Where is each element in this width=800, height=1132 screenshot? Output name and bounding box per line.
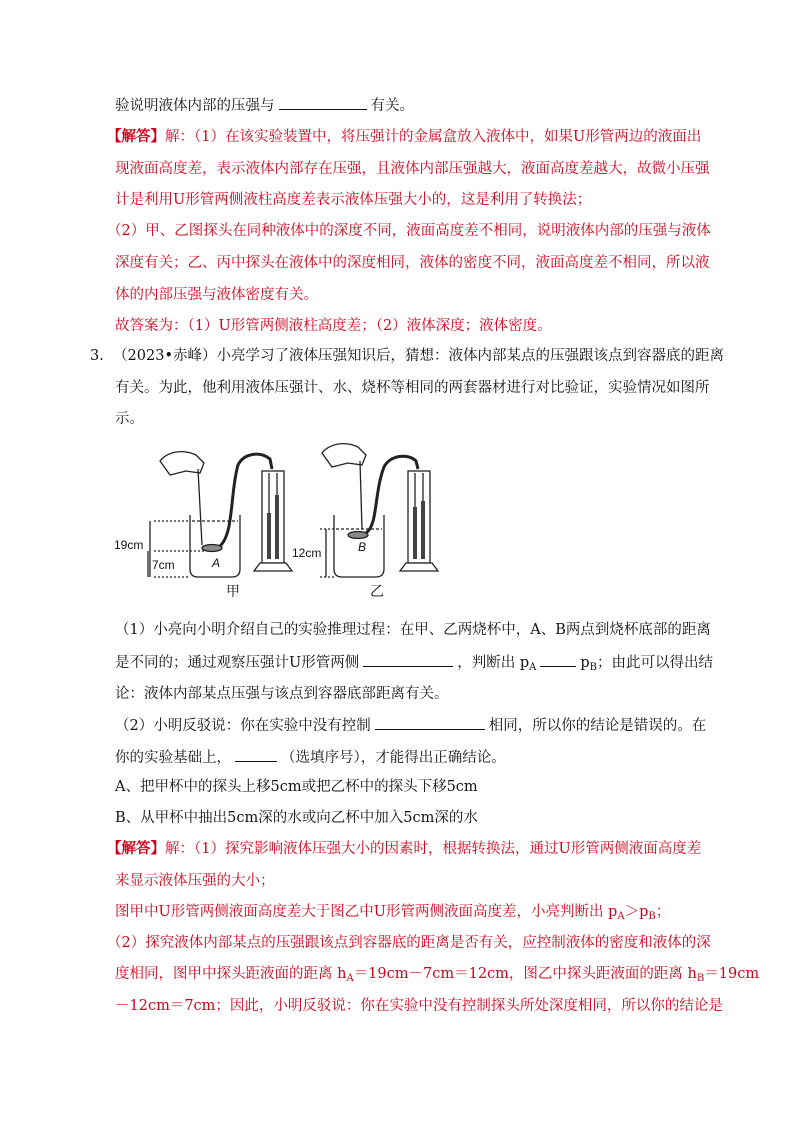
- point-b-label: B: [358, 540, 367, 554]
- right-probe: [348, 532, 368, 539]
- part1-text-c: ；由此可以得出结: [597, 655, 714, 671]
- q3-answer-line-3: [115, 902, 670, 922]
- q3-part2-line-1: [115, 715, 706, 736]
- q3-answer-line-1: [107, 839, 701, 859]
- answer-text: 度相同，图甲中探头距液面的距离: [115, 966, 333, 982]
- left-hand-icon: [160, 452, 204, 475]
- answer-blank[interactable]: [235, 747, 277, 762]
- left-manometer-base: [254, 563, 292, 571]
- q2-tail-prefix: 验说明液体内部的压强与: [115, 98, 275, 114]
- q3-part1-line-3: 论：液体内部某点压强与该点到容器底部距离有关。: [115, 686, 449, 702]
- q2-final-answer: 故答案为：（1）U形管两侧液柱高度差；（2）液体深度；液体密度。: [115, 318, 552, 334]
- option-b: B、从甲杯中抽出5cm深的水或向乙杯中加入5cm深的水: [115, 810, 478, 826]
- answer-tag: 【解答】: [107, 840, 165, 857]
- pressure-symbol: p: [639, 904, 649, 920]
- subscript-a: A: [529, 662, 537, 673]
- q2-answer-line-1: [107, 127, 701, 147]
- experiment-figure: [112, 433, 462, 603]
- label-12cm: 12cm: [292, 546, 322, 560]
- label-7cm: 7cm: [152, 558, 175, 572]
- left-probe: [202, 545, 222, 552]
- q3-part1-line-1: （1）小亮向小明介绍自己的实验推理过程：在甲、乙两烧杯中，A、B两点到烧杯底部的距离: [115, 622, 711, 638]
- option-a: A、把甲杯中的探头上移5cm或把乙杯中的探头下移5cm: [115, 779, 478, 795]
- right-hand-icon: [322, 444, 366, 467]
- subscript-b: B: [589, 662, 598, 673]
- answer-blank[interactable]: [279, 95, 367, 110]
- q3-part2-line-2: [115, 747, 506, 768]
- answer-blank[interactable]: [375, 715, 485, 730]
- pressure-symbol: p: [608, 904, 618, 920]
- q3-answer-line-2: 来显示液体压强的大小；: [115, 873, 275, 889]
- q3-stem-text: （2023•赤峰）小亮学习了液体压强知识后，猜想：液体内部某点的压强跟该点到容器底的距离: [113, 348, 725, 364]
- q2-answer-line-4: （2）甲、乙图探头在同种液体中的深度不同，液面高度差不相同，说明液体内部的压强与液体: [107, 223, 711, 239]
- q2-answer-line-5: 深度有关；乙、丙中探头在液体中的深度相同，液体的密度不同，液面高度差不相同，所以液: [115, 255, 710, 271]
- part2-text-c: 你的实验基础上，: [115, 750, 231, 766]
- caption-left: 甲: [226, 583, 240, 599]
- q2-answer-line-2: 现液面高度差，表示液体内部存在压强，且液体内部压强越大，液面高度差越大，故微小压强: [115, 161, 710, 177]
- left-manometer-frame: [262, 471, 284, 563]
- answer-blank[interactable]: [363, 652, 453, 667]
- q2-tail-line: [115, 95, 414, 116]
- answer-blank[interactable]: [540, 652, 576, 667]
- q3-answer-line-4: （2）探究液体内部某点的压强跟该点到容器底的距离是否有关，应控制液体的密度和液体的深: [107, 935, 711, 951]
- height-symbol: h: [337, 966, 347, 982]
- label-19cm: 19cm: [114, 538, 144, 552]
- part2-text-b: 相同，所以你的结论是错误的。在: [488, 718, 707, 734]
- answer-text: ＝19cm: [704, 966, 760, 982]
- pressure-symbol: p: [580, 655, 590, 671]
- answer-text: ＝19cm－7cm＝12cm，图乙中探头距液面的距离: [353, 966, 683, 982]
- question-number: 3.: [90, 348, 104, 364]
- answer-text: 解：（1）探究影响液体压强大小的因素时，根据转换法，通过U形管两侧液面高度差: [165, 841, 702, 857]
- answer-text: 图甲中U形管两侧液面高度差大于图乙中U形管两侧液面高度差，小亮判断出: [115, 904, 604, 920]
- semicolon: ；: [655, 904, 671, 920]
- answer-text: 解：（1）在该实验装置中，将压强计的金属盒放入液体中，如果U形管两边的液面出: [165, 129, 702, 145]
- subscript-a: A: [346, 973, 354, 984]
- point-a-label: A: [212, 556, 221, 570]
- q2-answer-line-3: 计是利用U形管两侧液柱高度差表示液体压强大小的，这是利用了转换法；: [115, 192, 592, 208]
- answer-tag: 【解答】: [107, 128, 165, 145]
- caption-right: 乙: [370, 583, 384, 599]
- subscript-b: B: [696, 973, 705, 984]
- height-symbol: h: [687, 966, 697, 982]
- q2-answer-line-6: 体的内部压强与液体密度有关。: [115, 287, 318, 303]
- subscript-b: B: [648, 911, 656, 922]
- q3-answer-line-6: －12cm＝7cm；因此，小明反驳说：你在实验中没有控制探头所处深度相同，所以你的结论是: [115, 998, 723, 1014]
- part2-text-a: （2）小明反驳说：你在实验中没有控制: [115, 718, 371, 734]
- q3-stem-line-1: [90, 346, 724, 366]
- q3-stem-line-2: 有关。为此，他利用液体压强计、水、烧杯等相同的两套器材进行对比验证，实验情况如图所: [115, 380, 710, 396]
- right-manometer-base: [400, 563, 438, 571]
- greater-than-sign: ＞: [624, 904, 640, 920]
- subscript-a: A: [617, 911, 625, 922]
- q3-answer-line-5: [115, 964, 759, 984]
- q2-tail-suffix: 有关。: [370, 98, 414, 114]
- pressure-symbol: p: [519, 655, 530, 671]
- part1-text-a: 是不同的；通过观察压强计U形管两侧: [115, 655, 360, 671]
- q3-part1-line-2: [115, 652, 713, 673]
- q3-stem-line-3: 示。: [115, 411, 144, 427]
- part2-text-d: （选填序号），才能得出正确结论。: [281, 750, 506, 766]
- right-manometer-frame: [408, 471, 430, 563]
- part1-text-b: ，判断出: [457, 655, 516, 671]
